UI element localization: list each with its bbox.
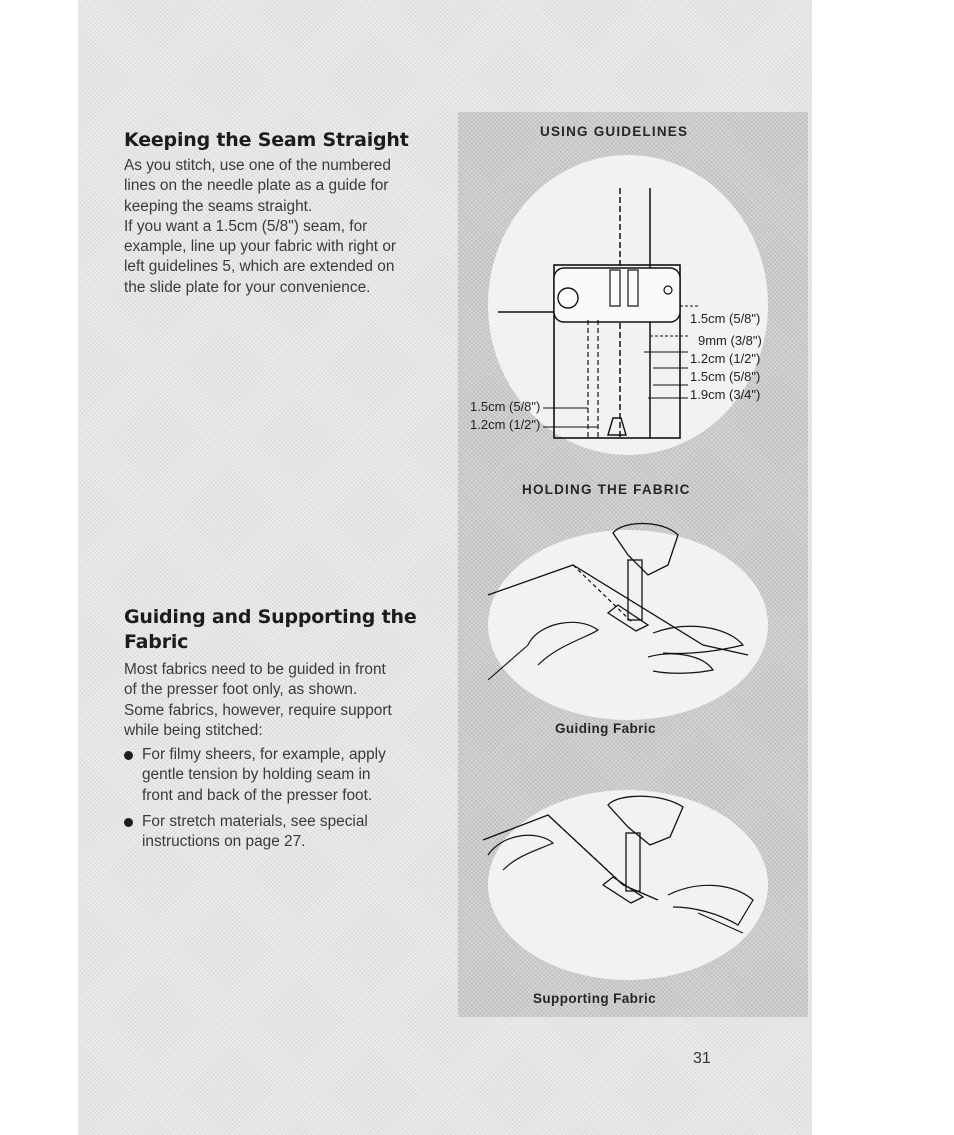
bullet-filmy-sheers xyxy=(124,745,436,806)
text-line: while being stitched: xyxy=(124,721,263,739)
page-number: 31 xyxy=(693,1050,711,1067)
text-line: Some fabrics, however, require support xyxy=(124,701,392,719)
dimension-label: 1.2cm (1/2") xyxy=(690,351,761,366)
text-line: front and back of the presser foot. xyxy=(142,786,373,804)
paragraph-keeping-seam-straight xyxy=(124,156,436,298)
text-line: Most fabrics need to be guided in front xyxy=(124,661,386,678)
text-line: the slide plate for your convenience. xyxy=(124,278,371,296)
heading-guiding-supporting: Guiding and Supporting the xyxy=(124,606,417,628)
dimension-label: 9mm (3/8") xyxy=(698,333,762,348)
paragraph-guiding-supporting xyxy=(124,660,436,741)
supporting-fabric-illustration xyxy=(458,785,808,985)
text-line: If you want a 1.5cm (5/8") seam, for xyxy=(124,217,368,235)
caption-guiding-fabric: Guiding Fabric xyxy=(555,721,656,736)
text-line: example, line up your fabric with right or xyxy=(124,238,397,256)
text-line: gentle tension by holding seam in xyxy=(142,766,371,784)
heading-keeping-seam-straight: Keeping the Seam Straight xyxy=(124,129,409,151)
dimension-label: 1.5cm (5/8") xyxy=(470,399,541,414)
text-line: of the presser foot only, as shown. xyxy=(124,681,358,699)
bullet-stretch-materials xyxy=(124,812,436,853)
dimension-label: 1.5cm (5/8") xyxy=(690,369,761,384)
caption-supporting-fabric: Supporting Fabric xyxy=(533,991,657,1006)
text-line: keeping the seams straight. xyxy=(124,197,313,215)
bullet-dot xyxy=(124,818,133,827)
text-line: For stretch materials, see special xyxy=(142,813,368,830)
caption-using-guidelines: USING GUIDELINES xyxy=(540,124,689,139)
heading-guiding-supporting-line2: Fabric xyxy=(124,631,189,653)
dimension-label: 1.5cm (5/8") xyxy=(690,311,761,326)
text-line: instructions on page 27. xyxy=(142,833,306,851)
caption-holding-fabric: HOLDING THE FABRIC xyxy=(522,482,691,497)
dimension-label: 1.9cm (3/4") xyxy=(690,387,761,402)
bullet-dot xyxy=(124,751,133,760)
text-line: left guidelines 5, which are extended on xyxy=(124,258,395,276)
text-line: For filmy sheers, for example, apply xyxy=(142,746,386,763)
dimension-label: 1.2cm (1/2") xyxy=(470,417,541,432)
guiding-fabric-illustration xyxy=(458,505,808,720)
text-line: As you stitch, use one of the numbered xyxy=(124,157,391,174)
text-line: lines on the needle plate as a guide for xyxy=(124,177,389,195)
